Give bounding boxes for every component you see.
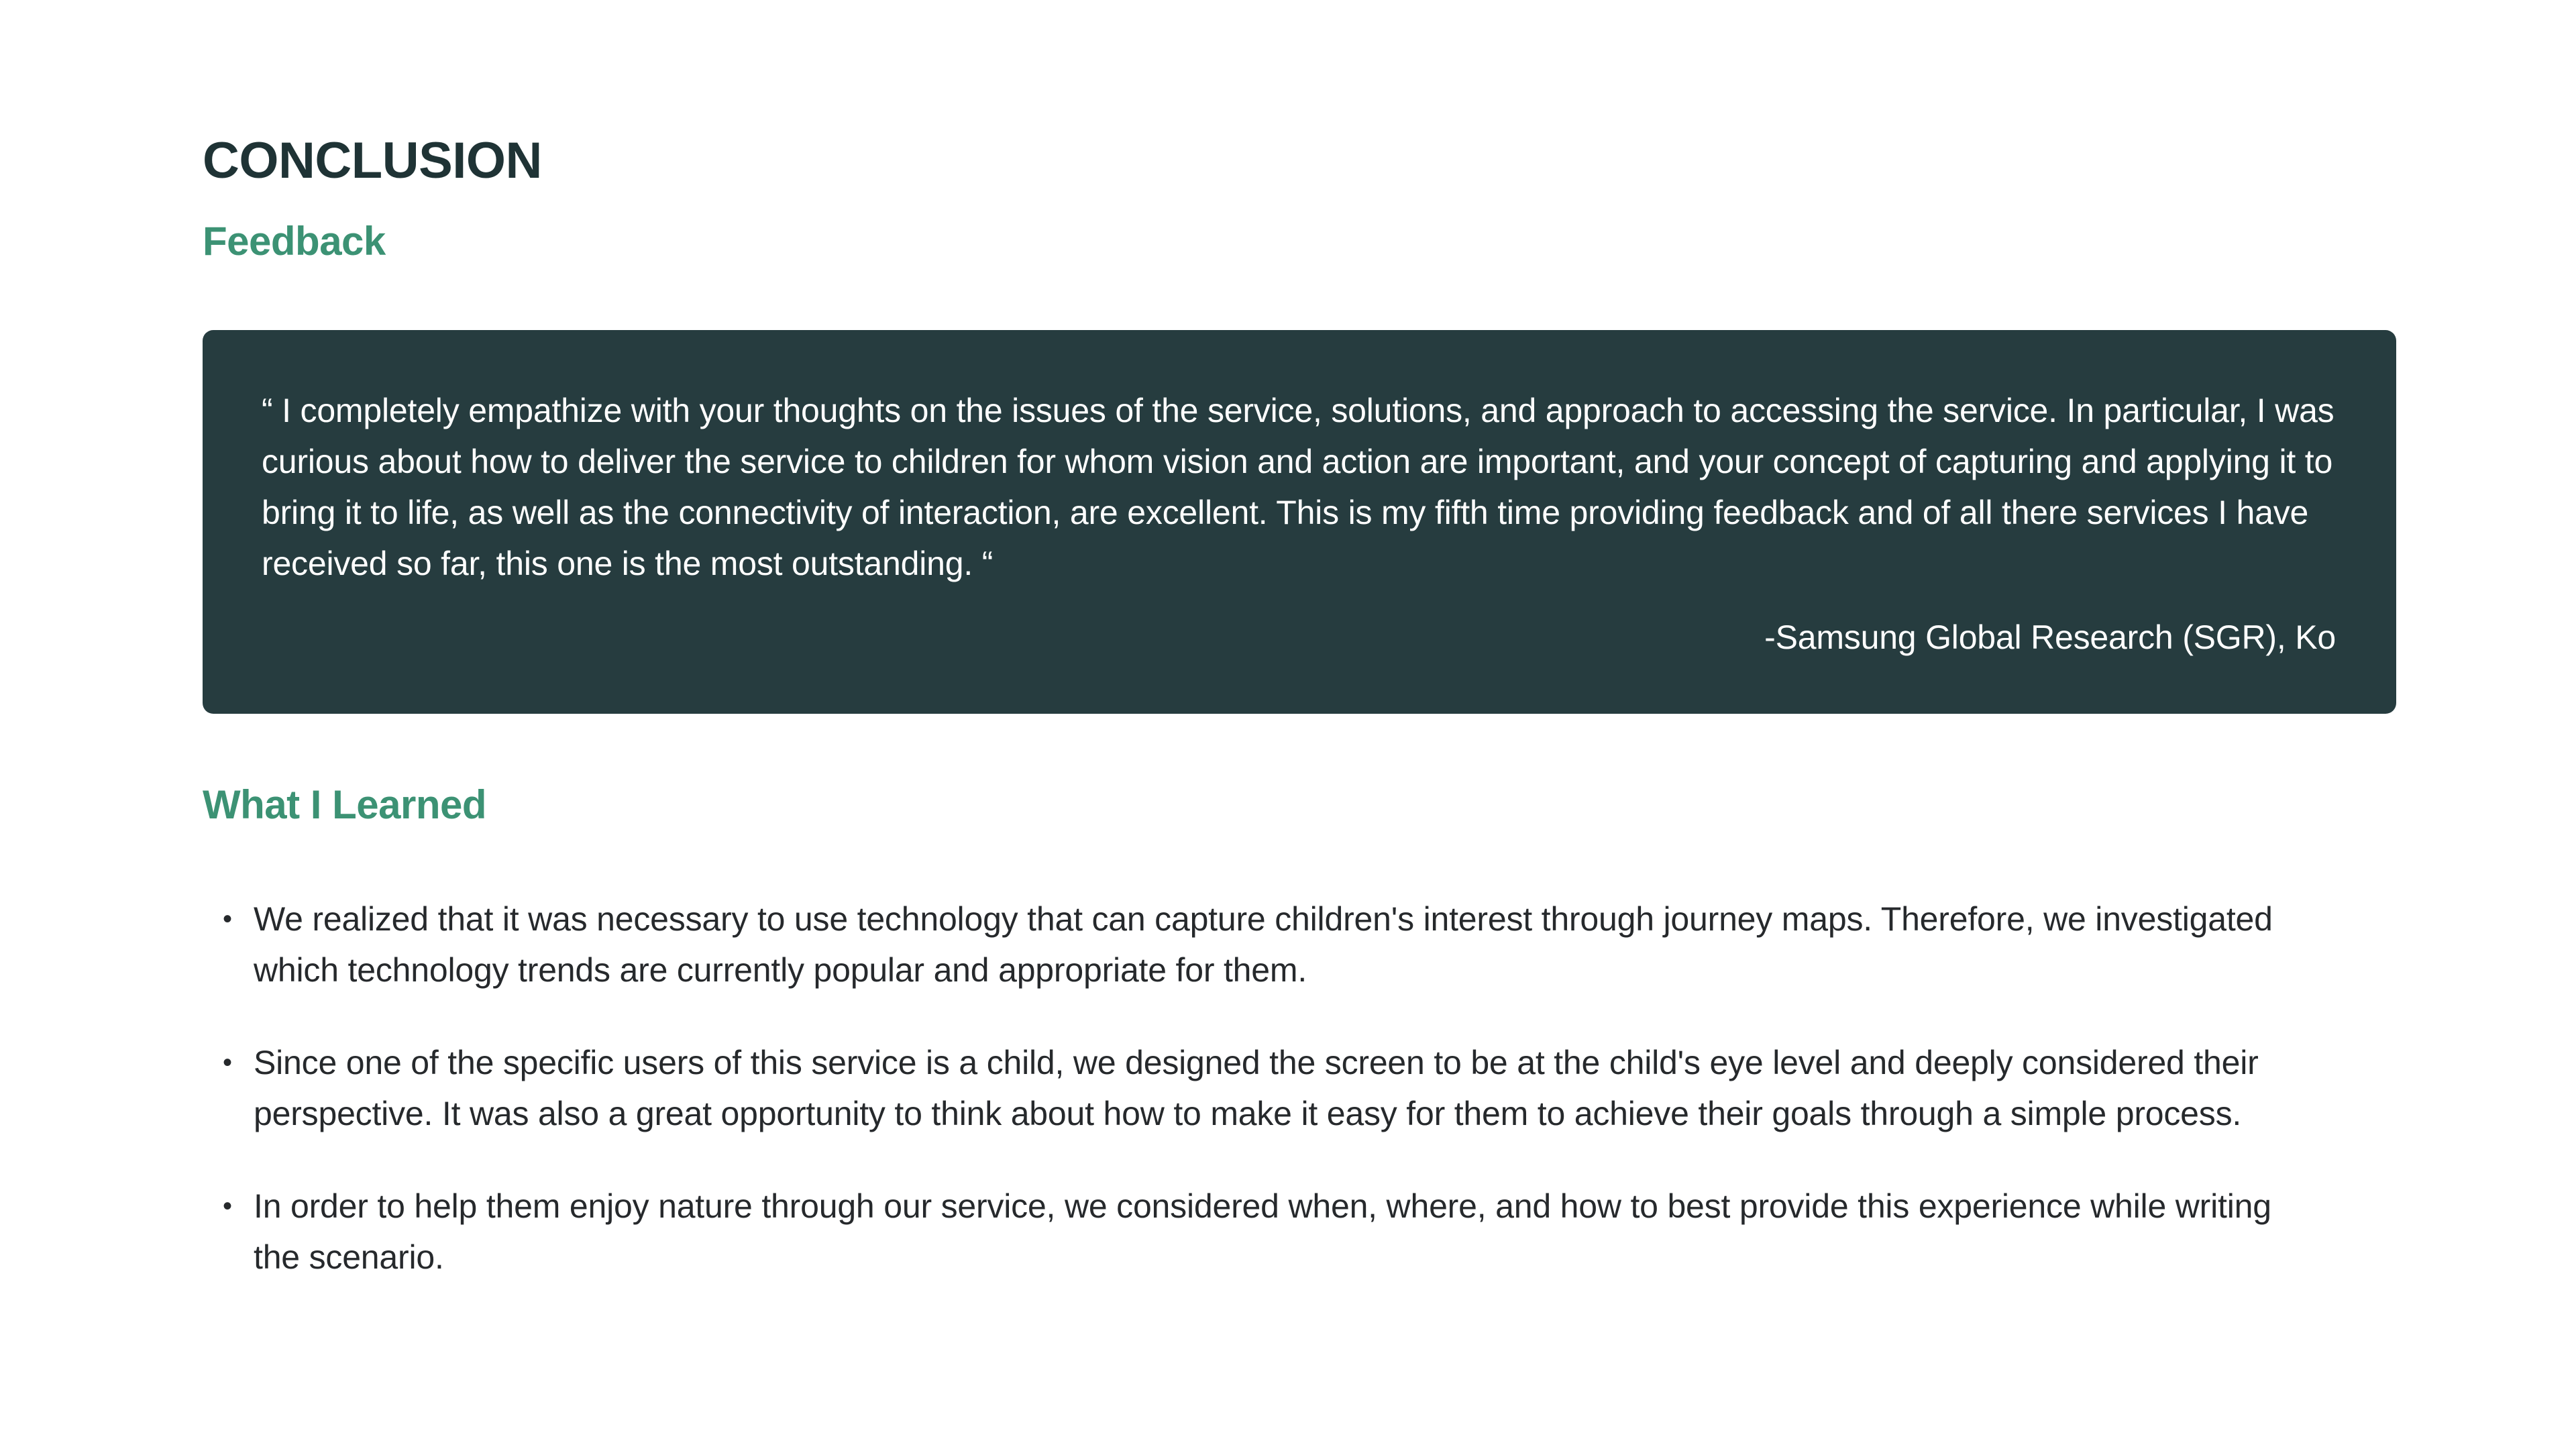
feedback-quote-author: -Samsung Global Research (SGR), Ko	[1764, 619, 2336, 656]
what-i-learned-heading: What I Learned	[203, 782, 487, 827]
bullet-icon: •	[223, 904, 232, 934]
conclusion-page	[203, 127, 2396, 1324]
learned-list	[203, 894, 2282, 1283]
list-item	[203, 1181, 2282, 1283]
list-item-text: Since one of the specific users of this service is a child, we designed the screen to be at the child's eye level and deeply considered their perspective. It was also a great opportunity to think about how to make it easy for them to achieve their goals through a simple process.	[254, 1044, 2259, 1132]
feedback-heading: Feedback	[203, 219, 386, 264]
list-item-text: In order to help them enjoy nature through our service, we considered when, where, and how to best provide this experience while writing the scenario.	[254, 1187, 2271, 1276]
bullet-icon: •	[223, 1191, 232, 1221]
bullet-icon: •	[223, 1048, 232, 1077]
list-item	[203, 894, 2282, 996]
page-title: CONCLUSION	[203, 132, 542, 189]
feedback-quote-text: “ I completely empathize with your thoughts on the issues of the service, solutions, and approach to accessing the service. In particular, I was curious about how to deliver the service to children for whom vision and action are important, and your concept of capturing and applying it to bring it to life, as well as the connectivity of interaction, are excellent. This is my fifth time providing feedback and of all there services I have received so far, this one is the most outstanding. “	[262, 392, 2334, 582]
feedback-quote-box	[203, 330, 2396, 714]
list-item	[203, 1037, 2282, 1139]
list-item-text: We realized that it was necessary to use technology that can capture children's interest through journey maps. Therefore, we investigated which technology trends are currently popular and appropriate for them.	[254, 900, 2273, 989]
